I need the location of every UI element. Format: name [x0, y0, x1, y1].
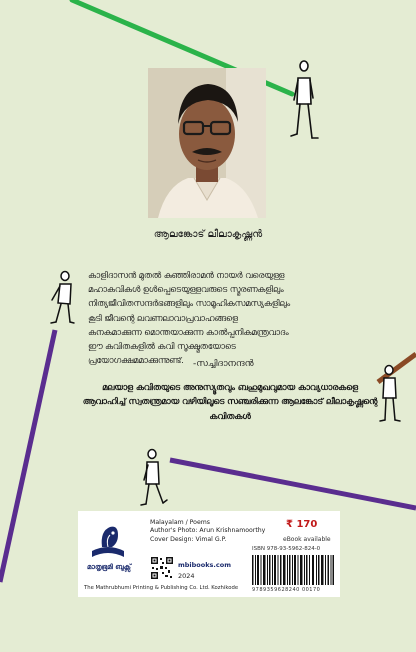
- blurb-quote: [88, 268, 358, 367]
- walking-figure-left-icon: [51, 272, 74, 324]
- blurb-line: പ്രയോഗക്ഷമമാക്കുന്നുണ്ട്.: [88, 355, 184, 366]
- blurb-signature: -സച്ചിദാനന്ദൻ: [193, 359, 254, 369]
- blurb-line: നിത്യജീവിതസന്ദർഭങ്ങളിലും സാമൂഹികസമസ്യകളിലും: [88, 298, 291, 309]
- website-link[interactable]: mbibooks.com: [178, 561, 231, 569]
- purple-line-left: [0, 330, 55, 582]
- photo-credit: Author's Photo: Arun Krishnamoorthy: [150, 527, 266, 535]
- ebook-note: eBook available: [283, 536, 331, 543]
- price-label: ₹ 170: [286, 519, 318, 530]
- book-tagline: മലയാള കവിതയുടെ അനുസ്യൂതവും ബഹുമുഖവുമായ കാവ്യധാരകളെ ആവാഹിച്ച് സ്വതന്ത്രമായ വഴിയിലൂടെ സഞ്ചരിക്കുന്ന ആലങ്കോട് ലീലാകൃഷ്ണന്റെ കവിതകൾ: [82, 382, 378, 421]
- publisher-footer-box: [78, 511, 340, 597]
- category-text: Malayalam / Poems: [150, 519, 211, 526]
- standing-figure-right-icon: [380, 366, 400, 422]
- walking-figure-bottom-icon: [141, 450, 167, 506]
- barcode-number: 9789359628240 00170: [252, 587, 321, 593]
- isbn-text: ISBN 978-93-5962-824-0: [252, 546, 321, 552]
- blurb-line: കനകമാക്കുന്ന മൊന്തയാക്കുന്ന കാൽപ്പനികമന്ത്രവാദം: [88, 326, 289, 337]
- blurb-line: ഈ കവിതകളിൽ കവി സൂക്ഷ്മതയോടെ: [88, 341, 236, 352]
- book-meta: [150, 519, 265, 544]
- purple-line-bottom: [170, 460, 416, 508]
- cover-credit: Cover Design: Vimal G.P.: [150, 535, 227, 543]
- publisher-logo-icon: [88, 521, 128, 563]
- publisher-name: മാതൃഭൂമി ബുക്സ്: [87, 563, 131, 571]
- blurb-line: കാളിദാസൻ മുതൽ കുഞ്ഞിരാമൻ നായർ വരെയുള്ള: [88, 270, 285, 280]
- publisher-company: The Mathrubhumi Printing & Publishing Co. Ltd. Kozhikode: [84, 585, 239, 591]
- blurb-line: മഹാകവികൾ ഉൾപ്പെടെയുള്ളവരുടെ സ്മരണകളിലും: [88, 284, 284, 295]
- walking-figure-top-icon: [291, 61, 318, 138]
- publication-year: 2024: [178, 572, 195, 580]
- author-name-caption: ആലങ്കോട് ലീലാകൃഷ്ണൻ: [153, 229, 263, 240]
- author-photo: [148, 68, 266, 218]
- barcode-icon: [252, 555, 334, 585]
- qr-code-icon: [150, 556, 174, 580]
- blurb-line: കൂടി ജീവന്റെ ലവണലാവാപ്രവാഹങ്ങളെ: [88, 312, 238, 323]
